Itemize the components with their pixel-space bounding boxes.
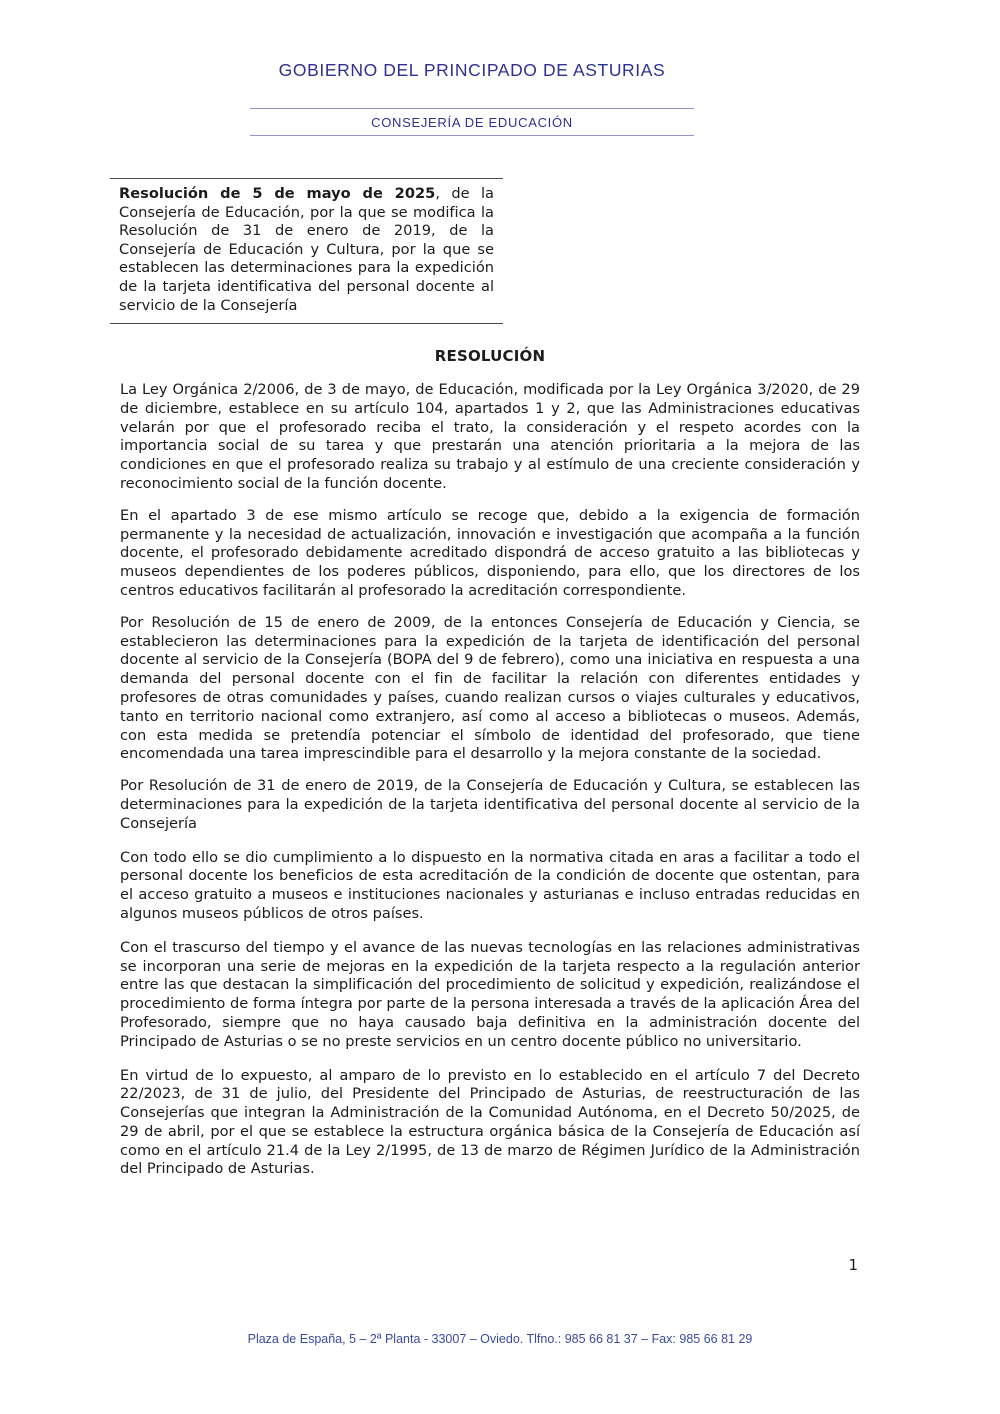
body-paragraph-4: Por Resolución de 31 de enero de 2019, de la Consejería de Educación y Cultura, se establecen las determinaciones para la expedición de la tarjeta identificativa del personal docente al servicio de la Consejería [120,777,860,832]
body-paragraph-7: En virtud de lo expuesto, al amparo de lo previsto en lo establecido en el artículo 7 del Decreto 22/2023, de 31 de julio, del Presidente del Principado de Asturias, de reestructuración de las Consejerías que integran la Administración de la Comunidad Autónoma, en el Decreto 50/2025, de 29 de abril, por el que se establece la estructura orgánica básica de la Consejería de Educación así como en el artículo 21.4 de la Ley 2/1995, de 13 de marzo de Régimen Jurídico de la Administración del Principado de Asturias. [120,1066,860,1178]
resolution-title-bold: Resolución de 5 de mayo de 2025 [119,185,436,202]
page-number: 1 [848,1256,858,1274]
letterhead-divider-bottom [250,135,694,136]
document-body [120,347,860,1192]
body-paragraph-1: La Ley Orgánica 2/2006, de 3 de mayo, de Educación, modificada por la Ley Orgánica 3/2020, de 29 de diciembre, establece en su artículo 104, apartados 1 y 2, que las Administraciones educativas velarán por que el profesorado reciba el trato, la consideración y el respeto acordes con la importancia social de su tarea y que prestarán una atención prioritaria a la mejora de las condiciones en que el profesorado realiza su trabajo y al estímulo de una creciente consideración y reconocimiento social de la función docente. [120,381,860,492]
section-heading: RESOLUCIÓN [434,347,546,365]
resolution-title-rest: , de la Consejería de Educación, por la que se modifica la Resolución de 31 de enero de 2019, de la Consejería de Educación y Cultura, por la que se establecen las determinaciones para la expedición de la tarjeta identificativa del personal docente al servicio de la Consejería [119,185,494,314]
footer-address: Plaza de España, 5 – 2ª Planta - 33007 – Oviedo. Tlfno.: 985 66 81 37 – Fax: 985 66 81 29 [247,1332,753,1346]
government-title: GOBIERNO DEL PRINCIPADO DE ASTURIAS [278,60,666,80]
body-paragraph-5: Con todo ello se dio cumplimiento a lo dispuesto en la normativa citada en aras a facilitar a todo el personal docente los beneficios de esta acreditación de la condición de docente que ostentan, para el acceso gratuito a museos e instituciones nacionales y asturianas e incluso entradas reducidas en algunos museos públicos de otros países. [120,848,860,922]
department-title: CONSEJERÍA DE EDUCACIÓN [371,115,573,130]
letterhead [250,60,694,136]
body-paragraph-2: En el apartado 3 de ese mismo artículo se recoge que, debido a la exigencia de formación permanente y la necesidad de actualización, innovación e investigación que acompaña a la función docente, el profesorado debidamente acreditado dispondrá de acceso gratuito a las bibliotecas y museos dependientes de los poderes públicos, disponiendo, para ello, que los directores de los centros educativos facilitarán al profesorado la acreditación correspondiente. [120,506,860,599]
resolution-title-block [110,178,503,324]
body-paragraph-6: Con el trascurso del tiempo y el avance de las nuevas tecnologías en las relaciones administrativas se incorporan una serie de mejoras en la expedición de la tarjeta respecto a la regulación anterior entre las que destacan la simplificación del procedimiento de solicitud y expedición, realizándose el procedimiento de forma íntegra por parte de la persona interesada a través de la aplicación Área del Profesorado, siempre que no haya causado baja definitiva en la administración docente del Principado de Asturias o se no preste servicios en un centro docente público no universitario. [120,938,860,1050]
body-paragraph-3: Por Resolución de 15 de enero de 2009, de la entonces Consejería de Educación y Ciencia, se establecieron las determinaciones para la expedición de la tarjeta de identificación del personal docente al servicio de la Consejería (BOPA del 9 de febrero), como una iniciativa en respuesta a una demanda del personal docente con el fin de facilitar la relación con diferentes entidades y profesores de otras comunidades y países, cuando realizan cursos o viajes culturales y educativos, tanto en territorio nacional como extranjero, así como al acceso a bibliotecas o museos. Además, con esta medida se pretendía potenciar el símbolo de identidad del profesorado, que tiene encomendada una tarea imprescindible para el desarrollo y la mejora constante de la sociedad. [120,613,860,763]
